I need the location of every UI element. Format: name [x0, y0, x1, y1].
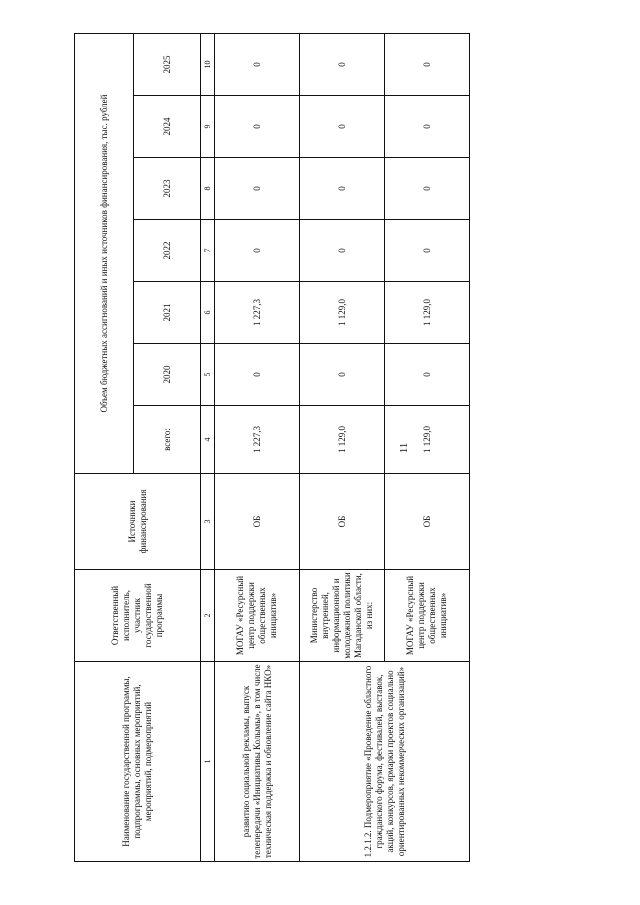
row-value-2024: 0	[300, 96, 385, 158]
header-name: Наименование государственной программы, подпрограммы, основных мероприятий, мероприятий, подмероприятий	[75, 662, 201, 862]
header-year-2025: 2025	[134, 33, 201, 95]
row-executor: Министерство внутренней, информационной и молодежной политики Магаданской области, из них:	[300, 570, 385, 662]
row-value-2025: 0	[215, 33, 300, 95]
column-number: 5	[201, 344, 215, 406]
row-value-2024: 0	[385, 96, 470, 158]
row-executor: МОГАУ «Ресурсный центр поддержки общественных инициатив»	[385, 570, 470, 662]
row-value-2020: 0	[385, 344, 470, 406]
header-row	[75, 33, 134, 861]
header-year-2024: 2024	[134, 96, 201, 158]
column-number-row	[201, 33, 215, 861]
row-source: ОБ	[215, 474, 300, 570]
header-total: всего:	[134, 406, 201, 474]
row-value-2022: 0	[385, 220, 470, 282]
row-name: развитию социальной рекламы, выпуск телепередачи «Инициативы Колымы», в том числе техническая поддержка и обновление сайта НКО»	[215, 662, 300, 862]
row-value-2023: 0	[385, 158, 470, 220]
row-value-2021: 1 129,0	[385, 282, 470, 344]
row-total: 1 227,3	[215, 406, 300, 474]
table-row	[215, 33, 300, 861]
row-value-2023: 0	[215, 158, 300, 220]
column-number: 2	[201, 570, 215, 662]
row-value-2022: 0	[300, 220, 385, 282]
column-number: 9	[201, 96, 215, 158]
row-value-2022: 0	[215, 220, 300, 282]
column-number: 10	[201, 33, 215, 95]
header-year-2023: 2023	[134, 158, 201, 220]
row-value-2024: 0	[215, 96, 300, 158]
row-total: 1 129,0	[385, 406, 470, 474]
column-number: 8	[201, 158, 215, 220]
header-year-2020: 2020	[134, 344, 201, 406]
column-number: 1	[201, 662, 215, 862]
row-value-2020: 0	[300, 344, 385, 406]
row-total: 1 129,0	[300, 406, 385, 474]
header-sources: Источники финансирования	[75, 474, 201, 570]
row-value-2021: 1 227,3	[215, 282, 300, 344]
column-number: 6	[201, 282, 215, 344]
budget-table	[74, 33, 470, 862]
header-executor: Ответственный исполнитель, участник государственной программы	[75, 570, 201, 662]
table-row	[300, 33, 385, 861]
row-source: ОБ	[300, 474, 385, 570]
row-value-2020: 0	[215, 344, 300, 406]
page-number: 11	[398, 442, 410, 454]
row-value-2021: 1 129,0	[300, 282, 385, 344]
row-value-2025: 0	[385, 33, 470, 95]
column-number: 4	[201, 406, 215, 474]
row-source: ОБ	[385, 474, 470, 570]
column-number: 7	[201, 220, 215, 282]
header-volume: Объем бюджетных ассигнований и иных источников финансирования, тыс. рублей	[75, 33, 134, 473]
header-year-2022: 2022	[134, 220, 201, 282]
row-value-2023: 0	[300, 158, 385, 220]
header-year-2021: 2021	[134, 282, 201, 344]
row-executor: МОГАУ «Ресурсный центр поддержки общественных инициатив»	[215, 570, 300, 662]
column-number: 3	[201, 474, 215, 570]
rotated-table-wrapper	[74, 34, 454, 862]
row-name: 1.2.1.2. Подмероприятие «Проведение областного гражданского форума, фестивалей, выставок, акций, конкурсов, ярмарки проектов социально ориентированных некоммерческих организаций»	[300, 662, 470, 862]
row-value-2025: 0	[300, 33, 385, 95]
